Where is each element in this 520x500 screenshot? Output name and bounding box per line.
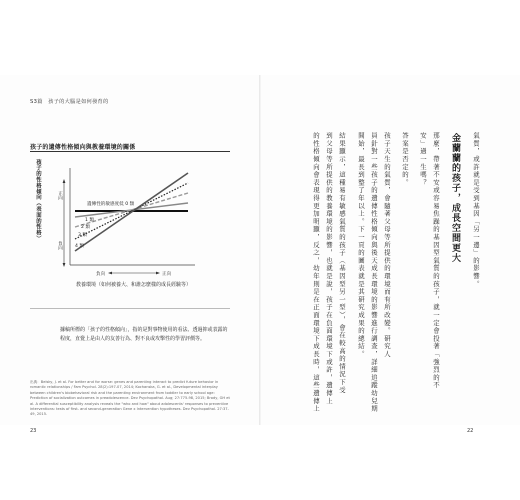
x-tick-right: 正向 xyxy=(162,272,172,277)
line-label-3: 3 類 xyxy=(78,233,87,238)
x-axis-label: 教養環境（如何被養大、和誰怎麼樣的成長經驗等） xyxy=(76,282,192,288)
line-label-0: 遺傳性的敏感度低 0 類 xyxy=(87,202,135,207)
text-column-4: 答案是否定的。 xyxy=(401,132,409,187)
text-column-3: 安」過一生嗎？ xyxy=(419,132,427,187)
source-notes: 出典：Belsky, J. et al. For better and for worse: genes and parenting interact to predict future behavior in romantic relationships / Fam Psychol. 28(2):197-07, 2014; Kochanska, G. et al., Developmental interplay between children's biobehavioral risk and the parenting environment from toddler to early school age: Prediction of socialization outcomes in preadolescence. Dev Psychopathol. Aug; 27:775-98, 2015; Brody, GH et al. A differential susceptibility analysis reveals the "who and how" about adolescents' responses to preventive interventions: tests of first- and second-generation Gene x Intervention hypotheses. Dev Psychopathol. 27:37-49, 2015. xyxy=(30,380,230,417)
figure-bottom-rule xyxy=(30,308,230,309)
line-label-1: 1 類 xyxy=(85,218,94,223)
text-column-9: 到父母等所提供的教養環境的影響，也就是說，孩子在負面環境下或許，遺傳上 xyxy=(325,132,333,405)
text-column-7: 開始，最長到整了年以上。下一頁的圖表就是其研究成果的總結。 xyxy=(357,132,365,359)
x-tick-left: 負向 xyxy=(96,272,106,277)
page-number-right: 22 xyxy=(467,428,474,434)
text-column-5: 孩子天生的氣質，會隨著父母等所提供的環境而有所改變。研究人 xyxy=(383,132,391,359)
figure-caption: 據稿所標的「孩子的性格傾向」，指的是對事物使用的看法、透過抑或表露的程度，直覺上是由人的友善行為、對不良或攻擊性的學習評價等。 xyxy=(60,327,228,342)
y-tick-top: 正向 xyxy=(57,191,63,201)
text-column-6: 員針對一些孩子的遺傳性格傾向與後天成長環境的影響進行調查，詳細追蹤幼兒期 xyxy=(370,132,378,413)
x-arrowhead-right xyxy=(156,272,160,275)
text-column-1: 氣質，或許就是受到基因「另一邊」的影響。 xyxy=(472,132,480,288)
line-label-2: 2 類 xyxy=(81,225,90,230)
y-axis-label: 孩子的性格傾向（表面的性格） xyxy=(35,159,41,242)
figure-title: 孩子的遺傳性格傾向與教養環境的關係 xyxy=(30,144,136,151)
figure-chart xyxy=(30,153,230,308)
text-column-2: 那麼，帶著不安或容易焦躁的基因型氣質的孩子，就一定會投著「強烈的不 xyxy=(432,132,440,390)
y-arrowhead-up xyxy=(63,179,66,183)
line-label-4: 4 類 xyxy=(75,244,84,249)
text-column-8: 結果顯示，這種易有敏感氣質的孩子（基因型另一型），會在較高的情況下受 xyxy=(338,132,346,394)
book-gutter xyxy=(259,75,261,425)
figure-top-rule xyxy=(30,151,230,152)
text-column-10: 的性格傾向會表現得更加明顯，反之，幼年則是在正面環境下成長時，這些遺傳上 xyxy=(312,132,320,413)
section-heading: 金蘭蘭的孩子，成長空間更大 xyxy=(450,133,460,263)
page-number-left: 23 xyxy=(30,428,37,434)
y-arrowhead-down xyxy=(63,263,66,267)
running-head: S3篇 孩子的大腦是如何發育的 xyxy=(30,99,109,105)
x-arrowhead-left xyxy=(108,272,112,275)
y-tick-bottom: 負向 xyxy=(57,241,63,251)
